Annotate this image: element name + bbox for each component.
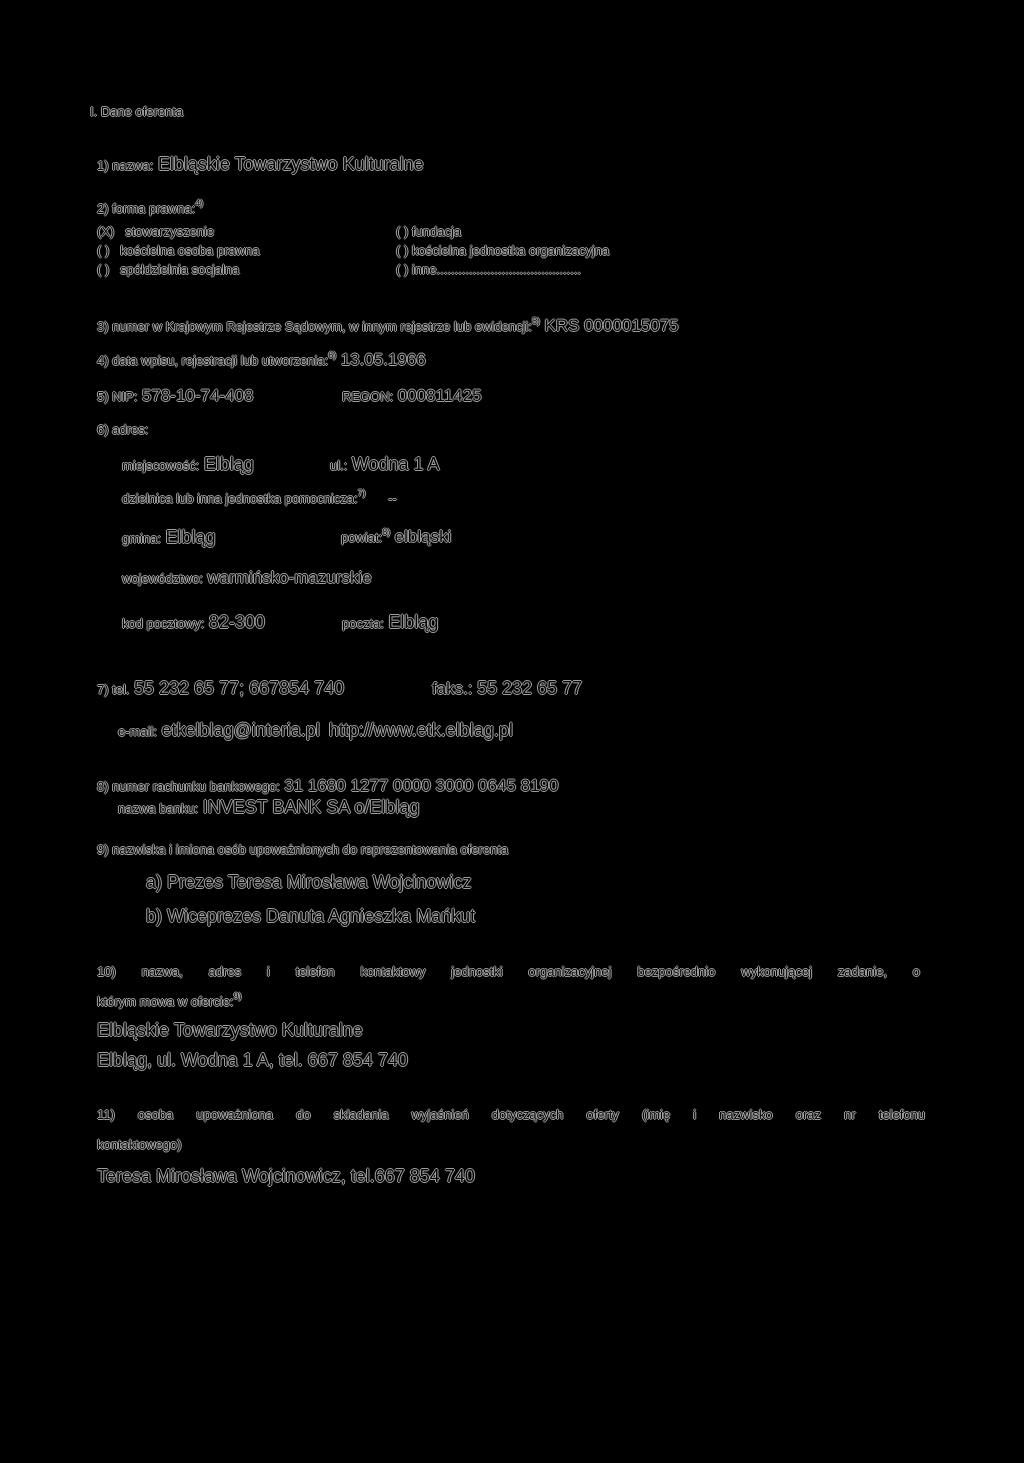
district-label: dzielnica lub inna jednostka pomocnicza: — [122, 491, 358, 506]
city-value: Elbląg — [203, 454, 254, 474]
legal-form-option — [97, 243, 260, 258]
postal-row — [122, 612, 265, 633]
gmina-row — [122, 527, 216, 548]
nip-value: 578-10-74-408 — [141, 386, 254, 405]
powiat-row — [341, 527, 451, 547]
bank-name-value: INVEST BANK SA o/Elbląg — [202, 797, 420, 817]
registry-footnote: 5) — [531, 316, 540, 326]
bank-name-label: nazwa banku: — [118, 801, 199, 816]
contact-person-label-line2: kontaktowego) — [97, 1137, 182, 1152]
registry-value: KRS 0000015075 — [544, 316, 679, 335]
fax-value: 55 232 65 77 — [477, 678, 583, 698]
gmina-value: Elbląg — [165, 527, 216, 547]
legal-form-option — [396, 224, 461, 239]
unit-footnote: 9) — [233, 991, 242, 1001]
option-mark: (X) — [97, 224, 115, 239]
regon-value: 000811425 — [397, 386, 482, 405]
district-value: -- — [388, 491, 397, 506]
option-text: kościelna osoba prawna — [120, 243, 260, 258]
entry-date-row — [97, 350, 426, 370]
city-label: miejscowość: — [122, 458, 200, 473]
entry-date-label: 4) data wpisu, rejestracji lub utworzenia: — [97, 353, 329, 368]
powiat-label: powiat: — [341, 530, 383, 545]
email-row — [118, 720, 513, 741]
fax-row — [432, 678, 582, 699]
option-mark: ( ) — [396, 224, 409, 239]
name-label: 1) nazwa: — [97, 158, 154, 173]
contact-person-label-line1: 11) osoba upoważniona do składania wyjaśnień dotyczących oferty (imię i nazwisko oraz nr telefonu — [97, 1107, 925, 1122]
contact-person-value: Teresa Mirosława Wojcinowicz, tel.667 854 740 — [97, 1166, 475, 1186]
option-mark: ( ) — [97, 243, 110, 258]
powiat-footnote: 8) — [382, 527, 391, 537]
legal-form-option — [97, 224, 214, 239]
post-value: Elbląg — [388, 612, 439, 632]
section-title: I. Dane oferenta — [90, 104, 184, 119]
postal-value: 82-300 — [208, 612, 265, 632]
entry-date-footnote: 6) — [328, 350, 337, 360]
voivodeship-value: warmińsko-mazurskie — [207, 568, 372, 587]
fax-label: faks.: — [432, 679, 473, 698]
unit-name: Elbląskie Towarzystwo Kulturalne — [97, 1020, 363, 1040]
option-text: kościelna jednostka organizacyjna — [411, 243, 610, 258]
tel-value: 55 232 65 77; 667854 740 — [133, 678, 345, 698]
bank-name-row — [118, 797, 419, 818]
bank-account-value: 31 1680 1277 0000 3000 0645 8190 — [284, 776, 559, 795]
registry-row — [97, 316, 679, 336]
option-text: inne........................................ — [411, 262, 581, 277]
tel-row — [97, 678, 344, 699]
unit-label-line1: 10) nazwa, adres i telefon kontaktowy jednostki organizacyjnej bezpośrednio wykonującej zadanie, o — [97, 964, 920, 979]
name-value: Elbląskie Towarzystwo Kulturalne — [157, 154, 424, 174]
address-label: 6) adres: — [97, 422, 149, 437]
legal-form-option — [396, 243, 609, 258]
bank-account-row — [97, 776, 558, 796]
unit-label-line2-row — [97, 991, 242, 1009]
nip-label: 5) NIP: — [97, 389, 138, 404]
street-row — [330, 454, 440, 475]
bank-account-label: 8) numer rachunku bankowego: — [97, 779, 280, 794]
post-label: poczta: — [342, 616, 384, 631]
district-footnote: 7) — [357, 488, 366, 498]
representative-b: b) Wiceprezes Danuta Agnieszka Mańkut — [146, 906, 476, 926]
legal-form-label-row — [97, 198, 203, 216]
regon-label: REGON: — [342, 389, 394, 404]
city-row — [122, 454, 254, 475]
voivodeship-row — [122, 568, 372, 588]
legal-form-label: 2) forma prawna: — [97, 201, 196, 216]
district-row — [122, 488, 397, 508]
postal-label: kod pocztowy: — [122, 616, 205, 631]
option-mark: ( ) — [396, 262, 409, 277]
representatives-label: 9) nazwiska i imiona osób upoważnionych do reprezentowania oferenta — [97, 842, 509, 857]
representative-a: a) Prezes Teresa Mirosława Wojcinowicz — [146, 872, 472, 892]
voivodeship-label: województwo: — [122, 571, 203, 586]
name-row — [97, 154, 424, 175]
option-mark: ( ) — [97, 262, 110, 277]
powiat-value: elbląski — [394, 527, 452, 546]
tel-label: 7) tel. — [97, 682, 130, 697]
regon-row — [342, 386, 482, 406]
unit-label-line2: którym mowa w ofercie: — [97, 994, 234, 1009]
nip-row — [97, 386, 253, 406]
option-text: stowarzyszenie — [125, 224, 215, 239]
option-mark: ( ) — [396, 243, 409, 258]
street-label: ul.: — [330, 458, 348, 473]
legal-form-footnote: 4) — [195, 198, 204, 208]
website-link[interactable]: http://www.etk.elblag.pl — [328, 720, 513, 740]
gmina-label: gmina: — [122, 531, 162, 546]
email-label: e-mail: — [118, 724, 158, 739]
unit-address: Elbląg, ul. Wodna 1 A, tel. 667 854 740 — [97, 1050, 408, 1070]
option-text: fundacja — [411, 224, 462, 239]
street-value: Wodna 1 A — [351, 454, 440, 474]
post-row — [342, 612, 438, 633]
entry-date-value: 13.05.1966 — [340, 350, 426, 369]
registry-label: 3) numer w Krajowym Rejestrze Sądowym, w innym rejestrze lub ewidencji: — [97, 319, 532, 334]
email-value[interactable]: etkelblag@interia.pl — [161, 720, 320, 740]
legal-form-option — [97, 262, 239, 277]
legal-form-option — [396, 262, 581, 277]
option-text: spółdzielnia socjalna — [120, 262, 240, 277]
